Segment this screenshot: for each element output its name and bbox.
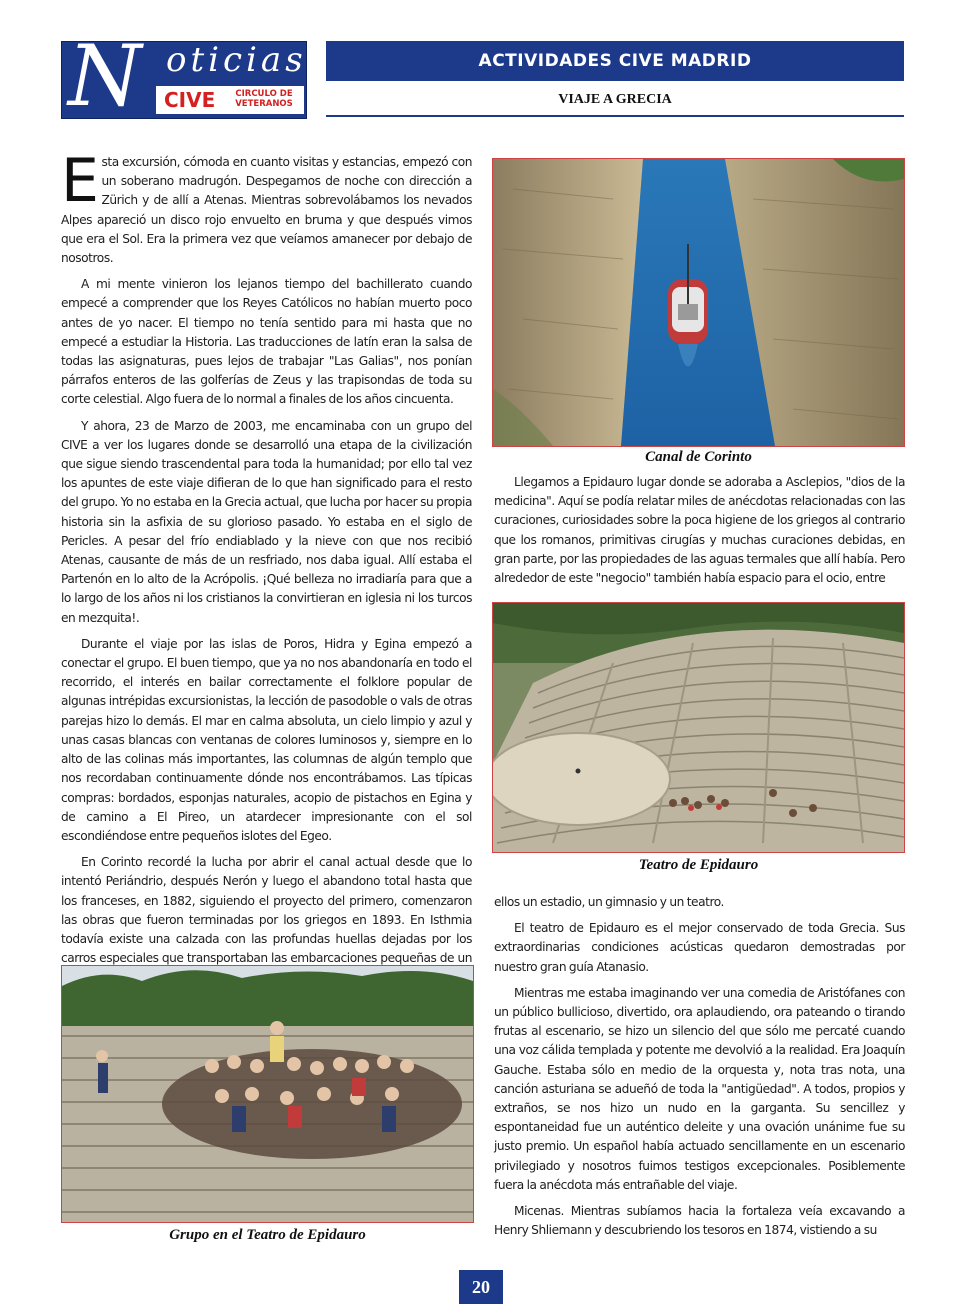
page-number: 20 — [459, 1270, 503, 1304]
section-banner: ACTIVIDADES CIVE MADRID — [326, 41, 904, 81]
article-title: VIAJE A GRECIA — [558, 92, 672, 107]
photo-caption: Canal de Corinto — [645, 449, 752, 465]
paragraph: En Corinto recordé la lucha por abrir el canal actual desde que lo intentó Periándrio, después Nerón y luego el abandono total hasta que los franceses, en 1882, siguiendo el proyecto del primero, comenzaron las obras que fueron terminadas por los griegos en 1893. En Isthmia todavía existe una calzada con las profundas huellas dejadas por los carros especiales que transportaban las embarcaciones pequeñas de un — [61, 855, 472, 966]
right-column-text-bottom — [494, 893, 905, 1247]
logo-brand-strip — [156, 86, 304, 114]
right-column-text-top — [494, 473, 905, 595]
paragraph: ellos un estadio, un gimnasio y un teatro. — [494, 895, 724, 909]
epidaurus-theatre-photo — [492, 602, 905, 853]
logo-brand-subtitle — [226, 89, 302, 109]
paragraph: Mientras me estaba imaginando ver una comedia de Aristófanes con un público bullicioso, divertido, ora aplaudiendo, ora pateando o tirando frutas al escenario, se hizo un silencio del que sólo me percaté cuando una voz cálida templada y potente me devolvió a la realidad. Era Joaquín Gauche. Estaba sólo en medio de la orquesta y, nota tras nota, una canción asturiana se adueñó de toda la "antigüedad". A todos, propios y extraños, se nos hizo un nudo en la garganta. Su sencillez y espontaneidad fue un auténtico deleite y una ovación unánime fue su justo premio. Un español había actuado sencillamente en un escenario privilegiado y nosotros fuimos testigos excepcionales. Posiblemente fuera la anécdota más entrañable del viaje. — [494, 985, 905, 1192]
photo-caption: Grupo en el Teatro de Epidauro — [169, 1227, 366, 1243]
paragraph: A mi mente vinieron los lejanos tiempo del bachillerato cuando empecé a comprender que los Reyes Católicos no habían muerto poco antes de yo nacer. El tiempo no tenía sentido para mi hasta que no empecé a estudiar la Historia. Las traducciones de latín eran la salsa de todas las asignaturas, pues lejos de trabajar "Las Galias", nos ponían párrafos enteros de las golferías de Zeus y las trapisondas de toda su corte celestial. Algo fuera de lo normal a finales de los años cincuenta. — [61, 277, 472, 407]
logo-brand: CIVE — [164, 88, 216, 112]
paragraph: Durante el viaje por las islas de Poros, Hidra y Egina empezó a conectar el grupo. El buen tiempo, que ya no nos abandonaría en todo el recorrido, el interés en bailar correctamente el folklore popular de algunas intrépidas excursionistas, la lección de pasodoble o vals de otras parejas hizo lo demás. El mar en calma absoluta, un cielo limpio y azul y unas casas blancas con ventanas de colores luminosos y, siempre en lo alto de las colinas más importantes, las columnas de algún templo que nos recordaban continuamente dónde nos encontrábamos. Las típicas compras: bordados, esponjas naturales, acopio de pistachos en Egina y de camino a El Pireo, un atardecer impresionante con el sol escondiéndose entre pequeños islotes del Egeo. — [61, 636, 472, 843]
drop-cap: E — [61, 146, 99, 216]
paragraph: El teatro de Epidauro es el mejor conservado de toda Grecia. Sus extraordinarias condiciones acústicas quedaron demostradas por nuestro gran guía Atanasio. — [494, 921, 905, 974]
logo-initial: N — [68, 27, 142, 125]
left-column-text — [61, 146, 472, 995]
photo-caption: Teatro de Epidauro — [638, 857, 759, 873]
title-rule — [326, 115, 904, 117]
corinth-canal-photo — [492, 158, 905, 447]
group-photo — [61, 965, 474, 1223]
paragraph — [61, 146, 472, 268]
paragraph: Micenas. Mientras subíamos hacia la fortaleza veía excavando a Henry Shliemann y descubriendo los tesoros en 1874, vistiendo a su — [494, 1204, 905, 1238]
logo-sub-line-2: VETERANOS — [235, 99, 293, 109]
logo-sub-line-1: CIRCULO DE — [235, 89, 293, 99]
paragraph-text: sta excursión, cómoda en cuanto visitas y estancias, empezó con un soberano madrugón. Despegamos de noche con dirección a Zürich y de allí a Atenas. Mientras sobrevolábamos los nevados Alpes apareció un disco rojo envuelto en bruma y que después vimos que era el Sol. Era la primera vez que veíamos amanecer por debajo de nosotros. — [61, 155, 472, 266]
paragraph: Llegamos a Epidauro lugar donde se adoraba a Asclepios, "dios de la medicina". Aquí se podía relatar miles de anécdotas relacionadas con las curaciones, curiosidades sobre la poca higiene de los griegos al contrario que los romanos, primitivas cirugías y muchas curaciones debidas, en gran parte, por las propiedades de las aguas termales que allí había. Pero alrededor de este "negocio" también había espacio para el ocio, entre — [494, 475, 905, 586]
logo-word: oticias — [166, 40, 307, 80]
noticias-logo — [61, 27, 307, 125]
paragraph: Y ahora, 23 de Marzo de 2003, me encaminaba con un grupo del CIVE a ver los lugares donde se desarrolló una etapa de la civilización que sigue siendo trascendental para toda la humanidad; por ello tal vez los apuntes de este viaje difieran de lo que han significado para el resto del grupo. Yo no estaba en la Grecia actual, que lucha por hacer su propia historia sin la asfixia de su glorioso pasado. Yo estaba en el siglo de Pericles. A pesar del frío endiablado y la nieve con que nos recibió Atenas, causante de más de un resfriado, nos daba igual. Allí estaba el Partenón en lo alto de la Acrópolis. ¡Qué belleza no irradiaría para que a lo largo de los años ni los cristianos la convirtieran en iglesia ni los turcos en mezquita!. — [61, 418, 472, 625]
